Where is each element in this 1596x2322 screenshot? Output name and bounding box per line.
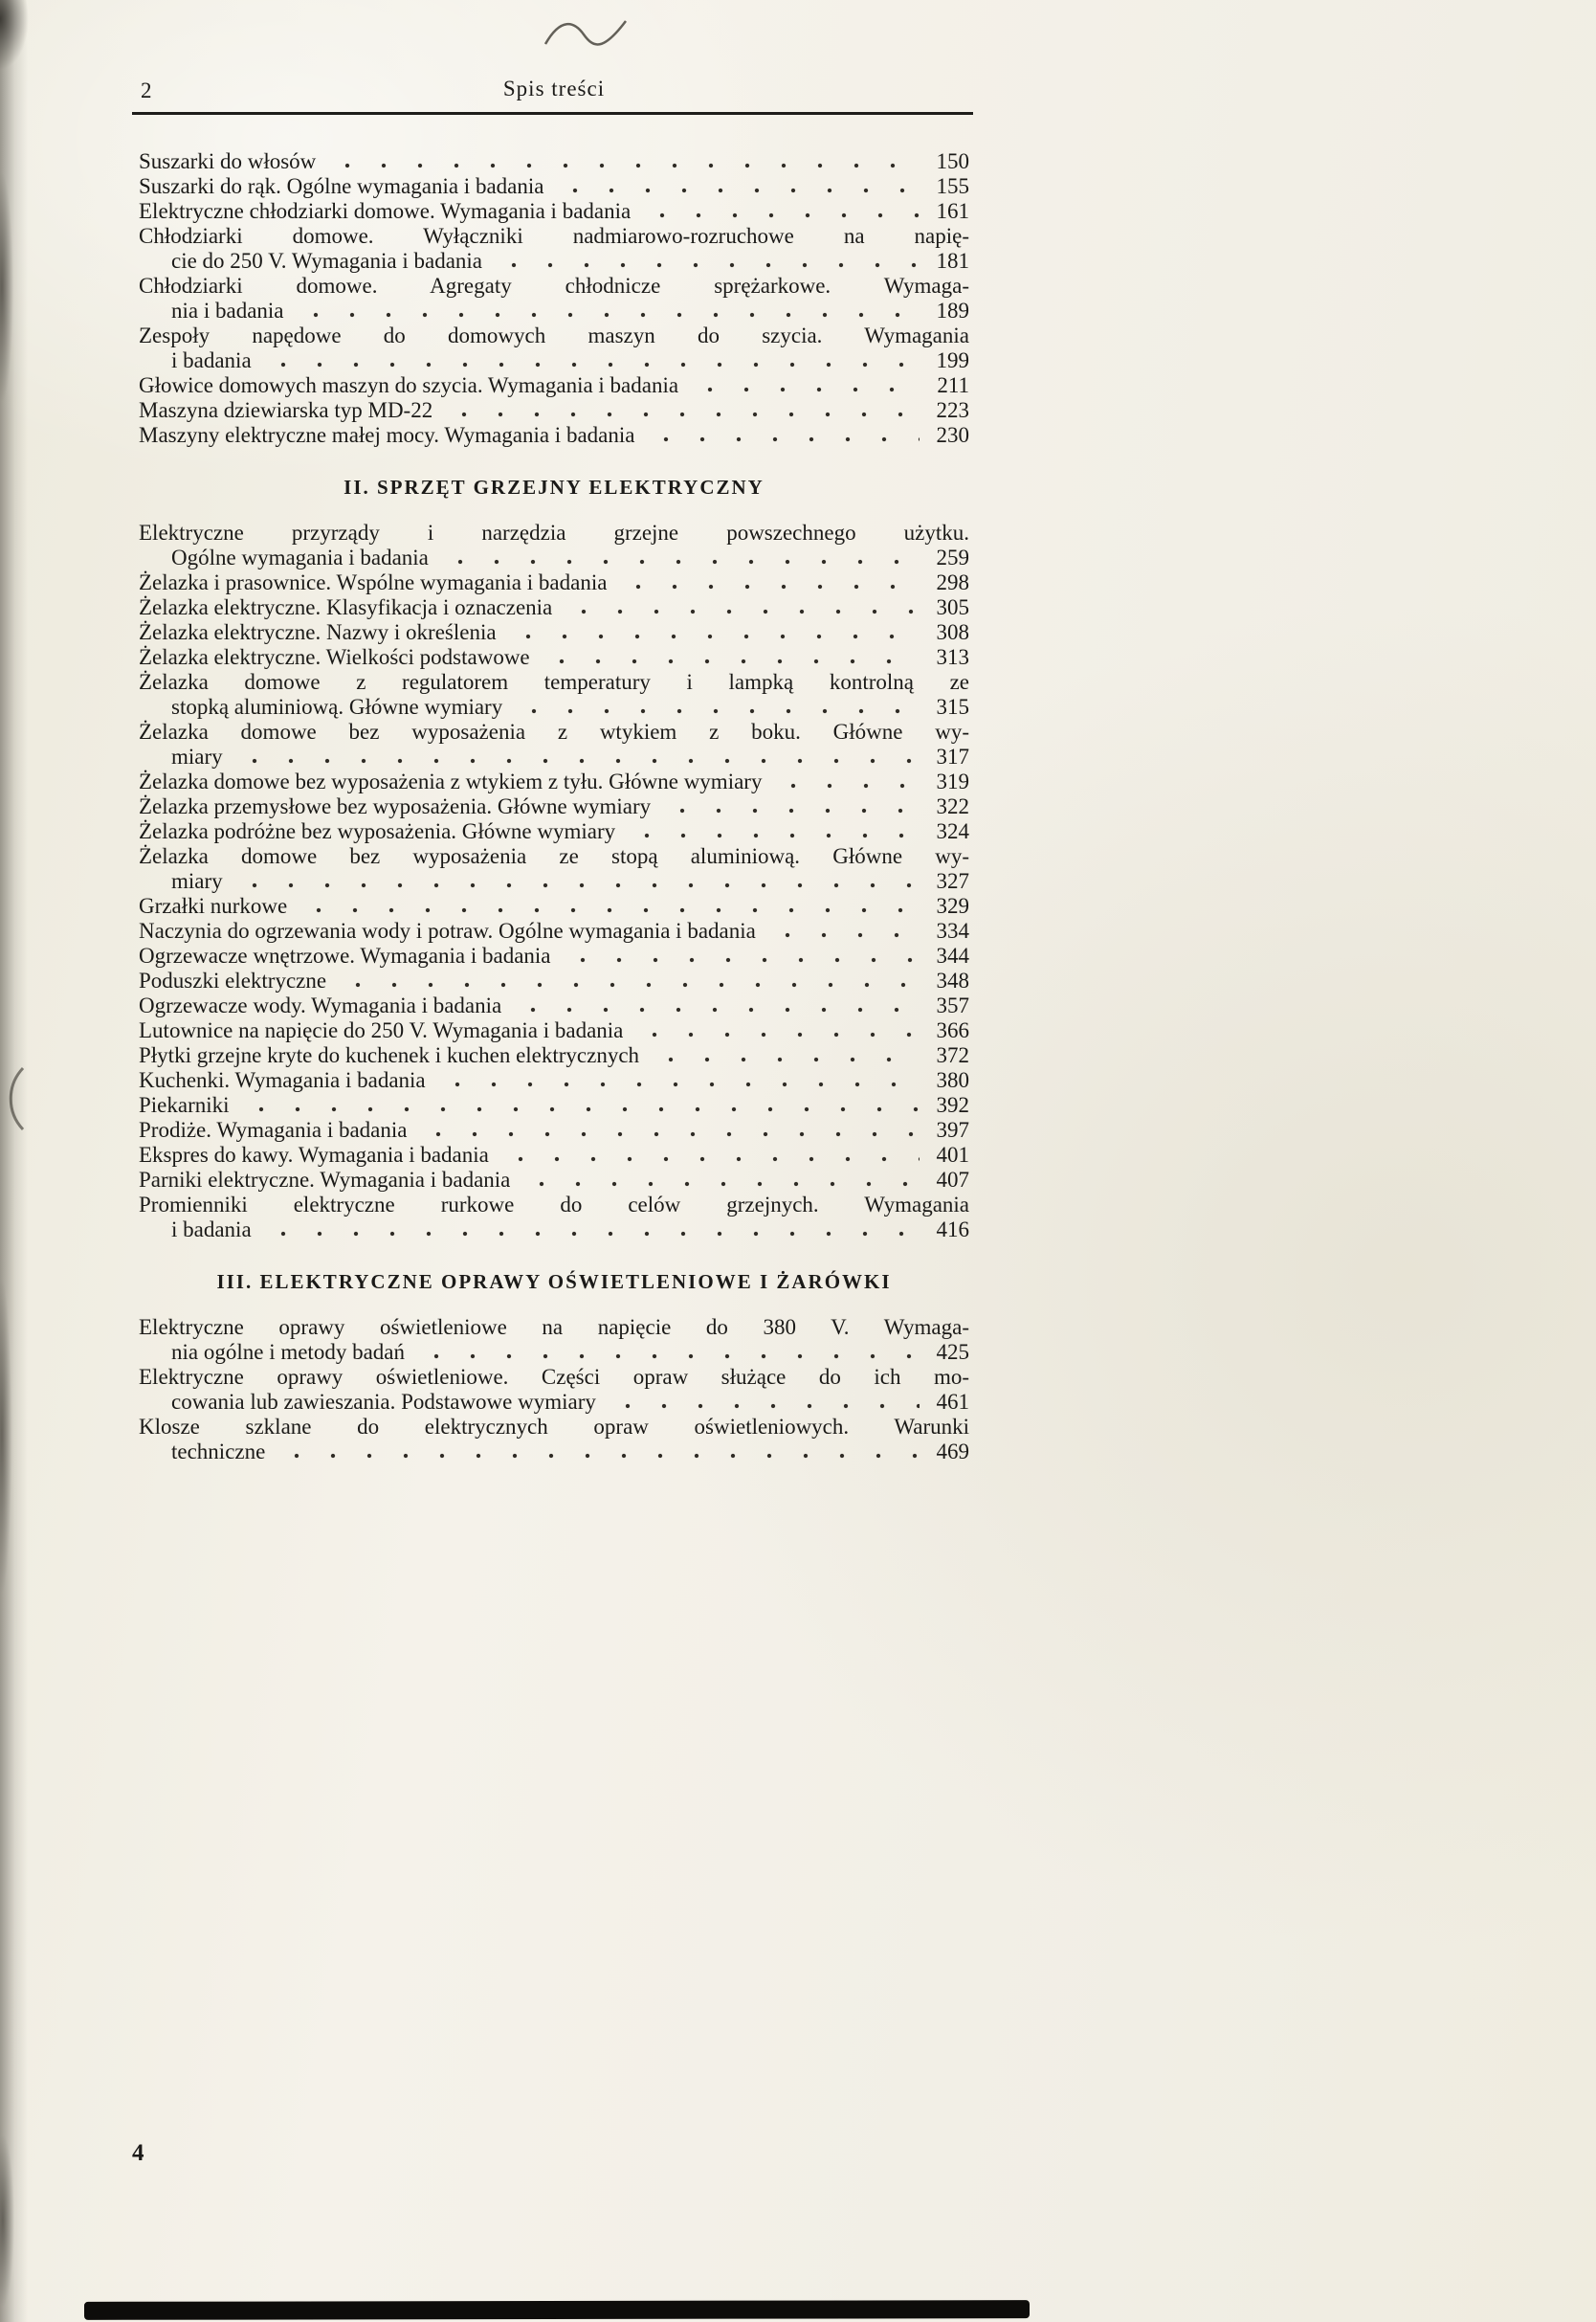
page-title: Spis treści	[502, 77, 606, 100]
toc-entry	[139, 969, 969, 994]
entry-page: 380	[936, 1068, 969, 1092]
entry-last-line	[139, 794, 969, 819]
toc-entry	[139, 274, 969, 324]
toc-entry	[139, 894, 969, 919]
entry-page: 334	[936, 919, 969, 943]
entry-last-line	[139, 695, 969, 720]
dot-leader	[300, 903, 920, 919]
entry-title: Lutownice na napięcie do 250 V. Wymagania i badania	[139, 1018, 624, 1042]
entry-last-line	[139, 595, 969, 620]
entry-last-line	[139, 944, 969, 969]
scan-edge-artifact	[0, 0, 33, 2322]
toc-entry	[139, 1365, 969, 1415]
entry-page: 298	[936, 570, 969, 594]
scan-mark-squiggle	[542, 11, 630, 56]
toc-entry	[139, 1118, 969, 1143]
entry-page: 416	[936, 1217, 969, 1241]
entry-title: i badania	[171, 1217, 252, 1241]
entry-page: 181	[936, 249, 969, 273]
entry-title: nia i badania	[171, 299, 284, 323]
entry-last-line	[139, 373, 969, 398]
entry-page: 223	[936, 398, 969, 422]
entry-last-line	[139, 1043, 969, 1068]
entry-title: Ogrzewacze wnętrzowe. Wymagania i badania	[139, 944, 551, 968]
dot-leader	[442, 554, 920, 570]
dot-leader	[236, 878, 920, 894]
toc-entry	[139, 844, 969, 894]
dot-leader	[543, 654, 920, 670]
toc-entry	[139, 720, 969, 770]
entry-page: 425	[936, 1340, 969, 1364]
toc-entry	[139, 1043, 969, 1068]
entry-page: 315	[936, 695, 969, 719]
entry-last-line	[139, 299, 969, 324]
entry-line: Elektryczne przyrządy i narzędzia grzejne powszechnego użytku.	[139, 521, 969, 545]
entry-last-line	[139, 1440, 969, 1464]
dot-leader	[523, 1176, 920, 1193]
toc-entry	[139, 174, 969, 199]
entry-page: 401	[936, 1143, 969, 1167]
dot-leader	[557, 183, 920, 199]
entry-title: Żelazka elektryczne. Nazwy i określenia	[139, 620, 497, 644]
toc-entry	[139, 620, 969, 645]
dot-leader	[446, 407, 920, 423]
toc-entry	[139, 423, 969, 448]
entry-title: Ekspres do kawy. Wymagania i badania	[139, 1143, 489, 1167]
entry-last-line	[139, 570, 969, 595]
toc-entry	[139, 944, 969, 969]
page-number: 2	[141, 78, 152, 102]
entry-last-line	[139, 1018, 969, 1043]
section-heading: II. SPRZĘT GRZEJNY ELEKTRYCZNY	[344, 476, 765, 499]
dot-leader	[648, 432, 920, 448]
entry-last-line	[139, 398, 969, 423]
dot-leader	[329, 158, 920, 174]
entry-line: Promienniki elektryczne rurkowe do celów grzejnych. Wymagania	[139, 1193, 969, 1217]
entry-last-line	[139, 745, 969, 770]
entry-title: Piekarniki	[139, 1093, 230, 1117]
toc-entry	[139, 324, 969, 373]
entry-title: Grzałki nurkowe	[139, 894, 288, 918]
entry-line: Chłodziarki domowe. Agregaty chłodnicze sprężarkowe. Wymaga-	[139, 274, 969, 298]
entry-title: Żelazka domowe bez wyposażenia z wtykiem z tyłu. Główne wymiary	[139, 770, 763, 793]
entry-title: Suszarki do włosów	[139, 149, 317, 173]
entry-title: nia ogólne i metody badań	[171, 1340, 405, 1364]
entry-page: 317	[936, 745, 969, 769]
entry-last-line	[139, 645, 969, 670]
entry-title: Żelazka i prasownice. Wspólne wymagania i badania	[139, 570, 608, 594]
dot-leader	[243, 1102, 920, 1118]
entry-last-line	[139, 1068, 969, 1093]
dot-leader	[775, 778, 920, 794]
entry-last-line	[139, 1093, 969, 1118]
entry-last-line	[139, 919, 969, 944]
entry-last-line	[139, 1217, 969, 1242]
entry-title: Maszyna dziewiarska typ MD-22	[139, 398, 433, 422]
entry-page: 155	[936, 174, 969, 198]
dot-leader	[692, 382, 920, 398]
entry-title: cowania lub zawieszania. Podstawowe wymiary	[171, 1390, 596, 1414]
entry-last-line	[139, 1168, 969, 1193]
dot-leader	[298, 307, 920, 324]
entry-title: Płytki grzejne kryte do kuchenek i kuchen elektrycznych	[139, 1043, 640, 1067]
entry-page: 469	[936, 1440, 969, 1463]
entry-page: 372	[936, 1043, 969, 1067]
dot-leader	[265, 1226, 920, 1242]
entry-last-line	[139, 770, 969, 794]
entry-last-line	[139, 174, 969, 199]
entry-page: 305	[936, 595, 969, 619]
dot-leader	[610, 1398, 920, 1415]
toc-entry	[139, 570, 969, 595]
toc-entry	[139, 595, 969, 620]
dot-leader	[644, 208, 920, 224]
toc-entry	[139, 1168, 969, 1193]
toc-entry	[139, 1415, 969, 1464]
dot-leader	[565, 604, 920, 620]
toc-entry	[139, 149, 969, 174]
entry-page: 397	[936, 1118, 969, 1142]
entry-last-line	[139, 249, 969, 274]
entry-title: Ogrzewacze wody. Wymagania i badania	[139, 994, 502, 1017]
entry-page: 461	[936, 1390, 969, 1414]
entry-last-line	[139, 546, 969, 570]
entry-last-line	[139, 969, 969, 994]
entry-last-line	[139, 348, 969, 373]
dot-leader	[510, 629, 920, 645]
page-content	[139, 77, 969, 1464]
entry-title: Elektryczne chłodziarki domowe. Wymagania i badania	[139, 199, 632, 223]
toc-entry	[139, 521, 969, 570]
entry-last-line	[139, 1118, 969, 1143]
entry-page: 259	[936, 546, 969, 569]
toc-entry	[139, 670, 969, 720]
entry-title: Maszyny elektryczne małej mocy. Wymagania i badania	[139, 423, 635, 447]
entry-last-line	[139, 819, 969, 844]
entry-page: 392	[936, 1093, 969, 1117]
entry-page: 366	[936, 1018, 969, 1042]
entry-line: Klosze szklane do elektrycznych opraw oświetleniowych. Warunki	[139, 1415, 969, 1439]
entry-page: 319	[936, 770, 969, 793]
dot-leader	[496, 257, 920, 274]
toc-entry	[139, 373, 969, 398]
entry-title: i badania	[171, 348, 252, 372]
entry-line: Elektryczne oprawy oświetleniowe. Części opraw służące do ich mo-	[139, 1365, 969, 1389]
entry-page: 329	[936, 894, 969, 918]
scan-mark-paren	[2, 1064, 27, 1133]
entry-title: miary	[171, 745, 223, 769]
entry-page: 348	[936, 969, 969, 993]
entry-line: Żelazka domowe bez wyposażenia ze stopą aluminiową. Główne wy-	[139, 844, 969, 868]
toc-entry	[139, 1018, 969, 1043]
entry-title: Kuchenki. Wymagania i badania	[139, 1068, 426, 1092]
entry-page: 407	[936, 1168, 969, 1192]
entry-title: Poduszki elektryczne	[139, 969, 327, 993]
entry-title: Prodiże. Wymagania i badania	[139, 1118, 408, 1142]
entry-last-line	[139, 1340, 969, 1365]
entry-title: Parniki elektryczne. Wymagania i badania	[139, 1168, 511, 1192]
toc-entry	[139, 819, 969, 844]
entry-title: Suszarki do rąk. Ogólne wymagania i badania	[139, 174, 544, 198]
dot-leader	[515, 1002, 920, 1018]
dot-leader	[502, 1151, 920, 1168]
entry-last-line	[139, 869, 969, 894]
entry-page: 322	[936, 794, 969, 818]
dot-leader	[418, 1349, 920, 1365]
entry-page: 313	[936, 645, 969, 669]
entry-title: stopką aluminiową. Główne wymiary	[171, 695, 503, 719]
entry-last-line	[139, 149, 969, 174]
dot-leader	[420, 1127, 920, 1143]
entry-last-line	[139, 620, 969, 645]
entry-last-line	[139, 199, 969, 224]
entry-page: 357	[936, 994, 969, 1017]
toc-entry	[139, 1093, 969, 1118]
entry-page: 199	[936, 348, 969, 372]
entry-title: miary	[171, 869, 223, 893]
dot-leader	[664, 803, 920, 819]
entry-title: Ogólne wymagania i badania	[171, 546, 429, 569]
entry-title: techniczne	[171, 1440, 266, 1463]
toc-entry	[139, 398, 969, 423]
dot-leader	[620, 579, 920, 595]
entry-page: 189	[936, 299, 969, 323]
entry-page: 327	[936, 869, 969, 893]
entry-title: Żelazka elektryczne. Wielkości podstawowe	[139, 645, 530, 669]
toc-entry	[139, 1068, 969, 1093]
toc-entry	[139, 645, 969, 670]
toc-list	[139, 149, 969, 1464]
toc-entry	[139, 770, 969, 794]
dot-leader	[439, 1077, 920, 1093]
toc-entry	[139, 224, 969, 274]
entry-last-line	[139, 423, 969, 448]
dot-leader	[636, 1027, 920, 1043]
dot-leader	[236, 753, 920, 770]
dot-leader	[629, 828, 920, 844]
toc-entry	[139, 1193, 969, 1242]
entry-line: Żelazka domowe bez wyposażenia z wtykiem z boku. Główne wy-	[139, 720, 969, 744]
dot-leader	[340, 977, 920, 994]
entry-page: 308	[936, 620, 969, 644]
dot-leader	[278, 1448, 920, 1464]
entry-last-line	[139, 1143, 969, 1168]
entry-line: Chłodziarki domowe. Wyłączniki nadmiarowo-rozruchowe na napię-	[139, 224, 969, 248]
entry-page: 161	[936, 199, 969, 223]
entry-last-line	[139, 894, 969, 919]
entry-title: Żelazka podróżne bez wyposażenia. Główne wymiary	[139, 819, 616, 843]
entry-last-line	[139, 994, 969, 1018]
entry-title: Żelazka przemysłowe bez wyposażenia. Główne wymiary	[139, 794, 652, 818]
signature-mark: 4	[132, 2140, 144, 2166]
entry-page: 230	[936, 423, 969, 447]
toc-entry	[139, 919, 969, 944]
entry-page: 211	[937, 373, 969, 397]
entry-line: Zespoły napędowe do domowych maszyn do szycia. Wymagania	[139, 324, 969, 347]
dot-leader	[769, 927, 920, 944]
entry-page: 150	[936, 149, 969, 173]
toc-entry	[139, 1143, 969, 1168]
toc-entry	[139, 1315, 969, 1365]
dot-leader	[565, 952, 920, 969]
toc-entry	[139, 994, 969, 1018]
entry-line: Żelazka domowe z regulatorem temperatury i lampką kontrolną ze	[139, 670, 969, 694]
toc-entry	[139, 199, 969, 224]
toc-entry	[139, 794, 969, 819]
entry-title: Naczynia do ogrzewania wody i potraw. Ogólne wymagania i badania	[139, 919, 756, 943]
entry-title: cie do 250 V. Wymagania i badania	[171, 249, 483, 273]
entry-title: Głowice domowych maszyn do szycia. Wymagania i badania	[139, 373, 679, 397]
header-rule	[132, 112, 973, 115]
dot-leader	[265, 357, 920, 373]
entry-last-line	[139, 1390, 969, 1415]
entry-line: Elektryczne oprawy oświetleniowe na napięcie do 380 V. Wymaga-	[139, 1315, 969, 1339]
entry-title: Żelazka elektryczne. Klasyfikacja i oznaczenia	[139, 595, 553, 619]
scan-bottom-bar	[84, 2300, 1030, 2320]
dot-leader	[653, 1052, 920, 1068]
page-header	[139, 77, 969, 107]
section-heading: III. ELEKTRYCZNE OPRAWY OŚWIETLENIOWE I ŻARÓWKI	[216, 1270, 892, 1293]
entry-page: 324	[936, 819, 969, 843]
entry-page: 344	[936, 944, 969, 968]
dot-leader	[516, 703, 920, 720]
